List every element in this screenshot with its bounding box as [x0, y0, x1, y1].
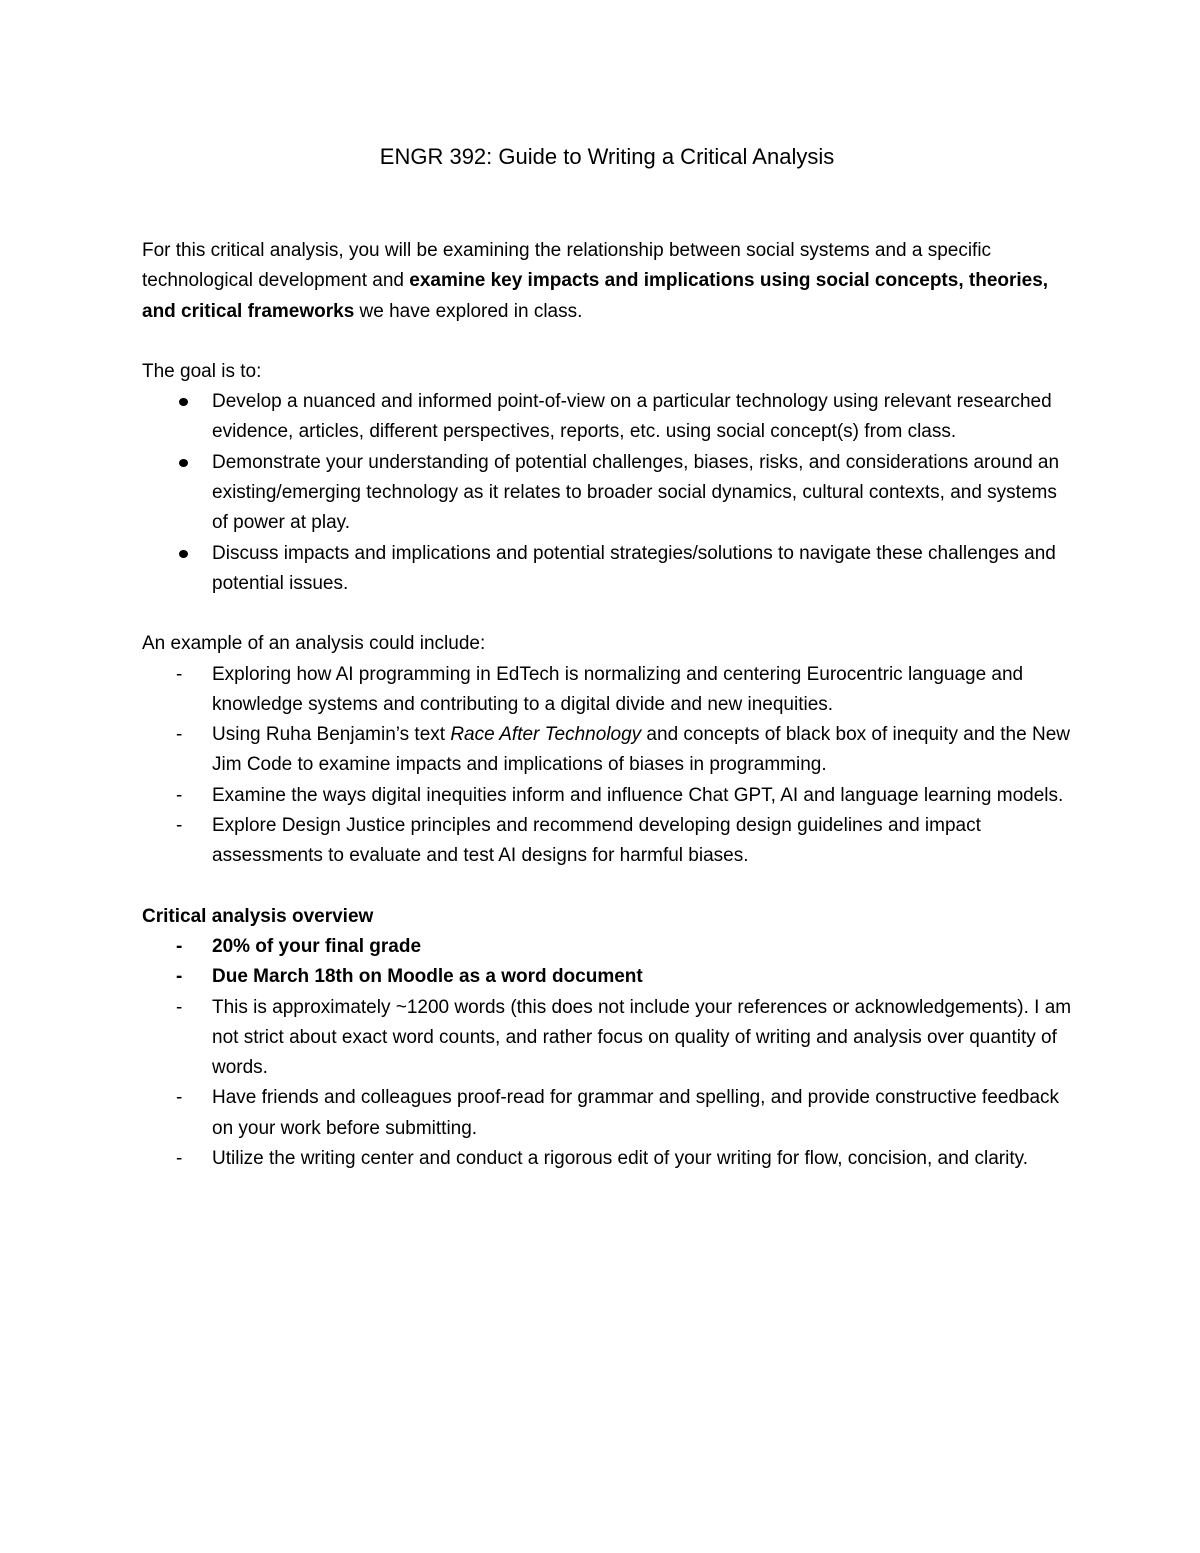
spacer: [142, 872, 1072, 902]
spacer: [142, 327, 1072, 357]
book-title: Race After Technology: [450, 724, 642, 746]
goal-text: Develop a nuanced and informed point-of-view on a particular technology using relevant researched evidence, articles, different perspectives, reports, etc. using social concept(s) from class.: [212, 391, 1052, 443]
dash-marker: -: [176, 1148, 183, 1170]
dash-marker: -: [176, 996, 183, 1018]
intro-bold-text: examine key impacts and implications using social concepts, theories, and critical frameworks: [142, 270, 1049, 322]
overview-text: Utilize the writing center and conduct a rigorous edit of your writing for flow, concision, and clarity.: [212, 1148, 1028, 1170]
dash-marker: -: [176, 935, 183, 957]
list-item: [142, 993, 1072, 1084]
intro-text-end: we have explored in class.: [354, 300, 583, 322]
overview-text: Due March 18th on Moodle as a word document: [212, 966, 643, 988]
document-title: ENGR 392: Guide to Writing a Critical Analysis: [379, 144, 835, 169]
list-item: [142, 1083, 1072, 1144]
overview-heading: Critical analysis overview: [142, 905, 374, 927]
list-item: [142, 781, 1072, 811]
example-text: Examine the ways digital inequities inform and influence Chat GPT, AI and language learning models.: [212, 784, 1064, 806]
intro-text-start: For this critical analysis, you will be examining the relationship between social systems and a specific technological development and: [142, 240, 992, 292]
list-item: [142, 660, 1072, 721]
dash-marker: -: [176, 784, 183, 806]
list-item: [142, 539, 1072, 600]
dash-marker: -: [176, 815, 183, 837]
list-item: [142, 720, 1072, 781]
example-text-start: Using Ruha Benjamin’s text: [212, 724, 451, 746]
example-list: [142, 660, 1072, 872]
document-body: [142, 140, 1072, 1174]
goal-text: Demonstrate your understanding of potential challenges, biases, risks, and considerations around an existing/emerging technology as it relates to broader social dynamics, cultural contexts, and systems of power at play.: [212, 451, 1060, 534]
overview-list: [142, 932, 1072, 1174]
dash-marker: -: [176, 663, 183, 685]
goal-list: [142, 387, 1072, 599]
dash-marker: -: [176, 966, 183, 988]
dash-marker: -: [176, 1087, 183, 1109]
overview-text: Have friends and colleagues proof-read for grammar and spelling, and provide constructive feedback on your work before submitting.: [212, 1087, 1060, 1139]
spacer: [142, 599, 1072, 629]
example-label: An example of an analysis could include:: [142, 633, 486, 655]
list-item: [142, 962, 1072, 992]
list-item: [142, 1144, 1072, 1174]
overview-text: 20% of your final grade: [212, 935, 422, 957]
overview-text: This is approximately ~1200 words (this does not include your references or acknowledgements). I am not strict about exact word counts, and rather focus on quality of writing and analysis over quantity of words.: [212, 996, 1072, 1079]
dash-marker: -: [176, 724, 183, 746]
example-text: Explore Design Justice principles and recommend developing design guidelines and impact assessments to evaluate and test AI designs for harmful biases.: [212, 815, 981, 867]
list-item: [142, 448, 1072, 539]
example-text-end: and concepts of black box of inequity and the New Jim Code to examine impacts and implications of biases in programming.: [212, 724, 1070, 776]
example-text: Exploring how AI programming in EdTech is normalizing and centering Eurocentric language and knowledge systems and contributing to a digital divide and new inequities.: [212, 663, 1024, 715]
list-item: [142, 932, 1072, 962]
bullet-icon: [179, 550, 188, 558]
goal-text: Discuss impacts and implications and potential strategies/solutions to navigate these challenges and potential issues.: [212, 542, 1056, 594]
goal-label: The goal is to:: [142, 360, 262, 382]
bullet-icon: [179, 459, 188, 467]
list-item: [142, 387, 1072, 448]
list-item: [142, 811, 1072, 872]
intro-paragraph: [142, 236, 1072, 327]
bullet-icon: [179, 398, 188, 406]
